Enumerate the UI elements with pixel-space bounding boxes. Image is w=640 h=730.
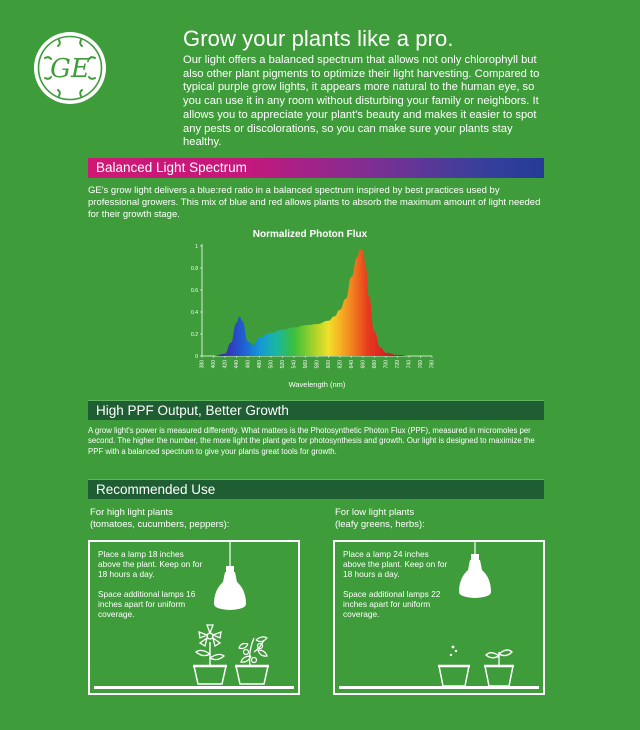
high-light-panel	[88, 540, 300, 695]
grow-lamp-icon	[210, 542, 250, 616]
low-light-heading: For low light plants (leafy greens, herbs):	[335, 507, 425, 530]
x-tick-label: 440	[234, 360, 240, 369]
high-light-heading: For high light plants (tomatoes, cucumbers, peppers):	[90, 507, 230, 530]
x-axis-label: Wavelength (nm)	[288, 380, 346, 389]
y-tick-label: 0.4	[191, 310, 198, 316]
x-tick-label: 500	[268, 360, 275, 369]
y-tick-label: 0	[195, 354, 198, 360]
x-tick-label: 600	[326, 360, 332, 369]
x-tick-label: 780	[429, 360, 436, 369]
x-tick-label: 700	[383, 360, 390, 369]
spectrum-section-heading: Balanced Light Spectrum	[88, 158, 544, 178]
spectrum-paragraph: GE's grow light delivers a blue:red ratio in a balanced spectrum inspired by best practices used by professional growers. This mix of blue and red allows plants to absorb the maximum amount of light needed for their growth stage.	[88, 185, 541, 220]
x-tick-label: 640	[349, 360, 355, 369]
y-tick-label: 0.6	[191, 288, 198, 294]
high-light-instruction-placement: Place a lamp 18 inches above the plant. Keep on for 18 hours a day.	[98, 549, 203, 580]
x-tick-label: 560	[303, 360, 309, 369]
flowering-plants-icon	[188, 622, 274, 686]
x-tick-label: 580	[314, 360, 321, 369]
svg-text:GE: GE	[50, 54, 90, 84]
x-tick-label: 660	[360, 360, 367, 369]
ground-line	[94, 686, 294, 689]
x-tick-label: 420	[222, 360, 229, 369]
x-tick-label: 760	[418, 360, 424, 369]
y-tick-label: 0.8	[191, 266, 198, 272]
low-light-instruction-spacing: Space additional lamps 22 inches apart for uniform coverage.	[343, 589, 441, 620]
ppf-section-heading: High PPF Output, Better Growth	[88, 400, 544, 420]
recommended-use-heading: Recommended Use	[88, 479, 544, 499]
low-light-instruction-placement: Place a lamp 24 inches above the plant. Keep on for 18 hours a day.	[343, 549, 448, 580]
y-tick-label: 1	[195, 244, 198, 250]
x-tick-label: 720	[395, 360, 401, 369]
low-light-panel	[333, 540, 545, 695]
y-tick-label: 0.2	[191, 332, 198, 338]
chart-title: Normalized Photon Flux	[252, 229, 368, 240]
ground-line	[339, 686, 539, 689]
spectrum-area	[202, 249, 432, 356]
photon-flux-chart	[180, 224, 440, 394]
x-tick-label: 680	[372, 360, 378, 369]
x-tick-label: 380	[199, 360, 206, 369]
x-tick-label: 740	[406, 360, 413, 369]
x-tick-label: 400	[211, 360, 217, 369]
x-tick-label: 480	[257, 360, 263, 369]
x-tick-label: 620	[337, 360, 344, 369]
high-light-instruction-spacing: Space additional lamps 16 inches apart for uniform coverage.	[98, 589, 196, 620]
seedling-pots-icon	[435, 644, 521, 688]
x-tick-label: 540	[291, 360, 298, 369]
x-tick-label: 520	[280, 360, 286, 369]
ppf-paragraph: A grow light's power is measured differently. What matters is the Photosynthetic Photon Flux (PPF), measured in micromoles per second. The higher the number, the more light the plant gets for photosynthesis and growth. Our light is designed to maximize the PPF with a balanced spectrum to give your plants great tools for growth.	[88, 426, 535, 456]
x-tick-label: 460	[245, 360, 252, 369]
intro-paragraph: Our light offers a balanced spectrum that allows not only chlorophyll but also other plant pigments to optimize their light harvesting. Compared to typical purple grow lights, it appears more natural to the human eye, so you can use it in any room without disturbing your family or neighbors. It allows you to appreciate your plant's beauty and makes it easier to spot any pests or discolorations, so you can make sure your plants stay healthy.	[183, 54, 540, 149]
grow-lamp-icon	[455, 542, 495, 604]
ge-logo	[32, 30, 108, 106]
page-title: Grow your plants like a pro.	[183, 26, 454, 51]
